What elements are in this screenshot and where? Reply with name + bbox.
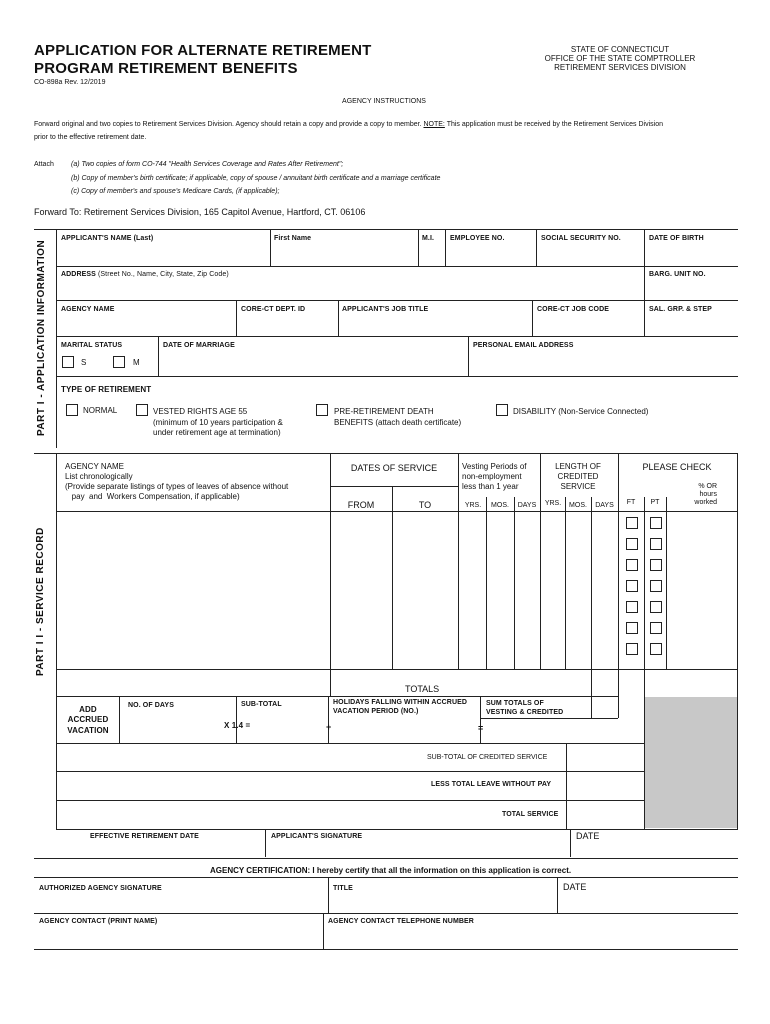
ft-checkbox[interactable] <box>626 559 638 571</box>
attach-item-c: (c) Copy of member's and spouse's Medicare Cards, (if applicable); <box>71 188 280 195</box>
normal-label: NORMAL <box>83 406 118 415</box>
certification-heading: AGENCY CERTIFICATION: I hereby certify that all the information on this application is correct. <box>210 866 572 875</box>
applicant-first-name-field[interactable] <box>271 244 417 265</box>
ssn-label: SOCIAL SECURITY NO. <box>541 235 621 242</box>
length-heading-line3: SERVICE <box>560 482 596 491</box>
equals-sign: = <box>478 723 484 733</box>
normal-checkbox[interactable] <box>66 404 78 416</box>
agency-contact-field[interactable] <box>35 928 322 948</box>
x-1-4-label: X 1.4 = <box>224 721 251 730</box>
job-title-label: APPLICANT'S JOB TITLE <box>342 306 429 313</box>
ft-checkbox[interactable] <box>626 538 638 550</box>
length-heading-line2: CREDITED <box>557 472 599 481</box>
less-total-field[interactable] <box>567 772 643 799</box>
length-heading-line1: LENGTH OF <box>555 462 601 471</box>
shaded-area <box>645 697 737 828</box>
dob-field[interactable] <box>645 244 737 265</box>
certification-title-label: TITLE <box>333 885 353 892</box>
attach-label: Attach <box>34 161 54 168</box>
ft-checkbox[interactable] <box>626 580 638 592</box>
vesting-mos-heading: MOS. <box>491 502 509 509</box>
holidays-label-line2: VACATION PERIOD (NO.) <box>333 708 419 715</box>
ft-checkbox[interactable] <box>626 622 638 634</box>
form-title-line2: PROGRAM RETIREMENT BENEFITS <box>34 60 298 77</box>
credited-mos-heading: MOS. <box>569 502 587 509</box>
married-checkbox[interactable] <box>113 356 125 368</box>
plus-sign: + <box>326 722 332 732</box>
sub-total-label: SUB-TOTAL <box>241 701 282 708</box>
job-code-label: CORE-CT JOB CODE <box>537 306 609 313</box>
ssn-field[interactable] <box>537 244 643 265</box>
service-to-entry-area[interactable] <box>393 512 457 668</box>
subtotal-credited-label: SUB-TOTAL OF CREDITED SERVICE <box>427 754 548 761</box>
pre-retirement-death-checkbox[interactable] <box>316 404 328 416</box>
email-label: PERSONAL EMAIL ADDRESS <box>473 342 574 349</box>
applicant-signature-label: APPLICANT'S SIGNATURE <box>271 833 363 840</box>
form-number: CO-898a Rev. 12/2019 <box>34 79 106 86</box>
pt-checkbox[interactable] <box>650 643 662 655</box>
first-name-label: First Name <box>274 235 312 242</box>
attach-item-a: (a) Two copies of form CO-744 "Health Services Coverage and Rates After Retirement"; <box>71 161 344 168</box>
core-dept-label: CORE-CT DEPT. ID <box>241 306 306 313</box>
single-label: S <box>81 358 87 367</box>
date-of-marriage-field[interactable] <box>159 351 467 375</box>
sum-totals-field[interactable] <box>481 719 617 742</box>
no-of-days-label: NO. OF DAYS <box>128 702 174 709</box>
marital-status-label: MARITAL STATUS <box>61 342 123 349</box>
dates-of-service-heading: DATES OF SERVICE <box>350 463 438 473</box>
core-dept-field[interactable] <box>237 315 337 335</box>
svc-agency-list-note: List chronologically <box>65 472 133 481</box>
vesting-days-heading: DAYS <box>517 502 537 509</box>
disability-checkbox[interactable] <box>496 404 508 416</box>
vested-note-line1: (minimum of 10 years participation & <box>153 418 283 427</box>
authorized-signature-field[interactable] <box>35 894 327 912</box>
ft-checkbox[interactable] <box>626 643 638 655</box>
add-accrued-line1: ADD <box>79 705 97 714</box>
barg-unit-field[interactable] <box>645 280 737 299</box>
applicant-signature-field[interactable] <box>266 842 569 857</box>
applicant-name-label: APPLICANT'S NAME (Last) <box>61 235 154 242</box>
pt-checkbox[interactable] <box>650 559 662 571</box>
pct-heading-line2: hours <box>699 491 717 498</box>
part1-side-label: PART I - APPLICATION INFORMATION <box>36 239 47 436</box>
pct-heading-line3: worked <box>694 499 717 506</box>
vesting-heading-line1: Vesting Periods of <box>462 462 527 471</box>
ft-checkbox[interactable] <box>626 601 638 613</box>
agency-line1: STATE OF CONNECTICUT <box>570 45 670 54</box>
agency-line3: RETIREMENT SERVICES DIVISION <box>554 63 686 72</box>
totals-label: TOTALS <box>405 684 440 694</box>
vested-checkbox[interactable] <box>136 404 148 416</box>
from-heading: FROM <box>347 500 375 510</box>
email-field[interactable] <box>469 351 737 375</box>
agency-contact-phone-label: AGENCY CONTACT TELEPHONE NUMBER <box>328 918 474 925</box>
mi-label: M.I. <box>422 235 435 242</box>
authorized-signature-label: AUTHORIZED AGENCY SIGNATURE <box>39 885 162 892</box>
date-of-marriage-label: DATE OF MARRIAGE <box>163 342 235 349</box>
holidays-field[interactable] <box>329 720 479 742</box>
add-accrued-line3: VACATION <box>67 726 109 735</box>
effective-date-label: EFFECTIVE RETIREMENT DATE <box>90 833 199 840</box>
type-of-retirement-heading: TYPE OF RETIREMENT <box>61 385 152 394</box>
total-service-field[interactable] <box>567 801 643 828</box>
disability-label: DISABILITY (Non-Service Connected) <box>513 407 649 416</box>
vested-note-line2: under retirement age at termination) <box>153 428 281 437</box>
agency-name-field[interactable] <box>57 315 235 335</box>
service-agency-entry-area[interactable] <box>57 512 329 668</box>
certification-date-label: DATE <box>563 882 587 892</box>
pt-heading: PT <box>650 499 660 506</box>
vested-label: VESTED RIGHTS AGE 55 <box>153 407 248 416</box>
part2-side-label: PART I I - SERVICE RECORD <box>35 527 46 676</box>
credited-yrs-heading: YRS. <box>544 500 562 507</box>
total-service-label: TOTAL SERVICE <box>502 811 559 818</box>
certification-date-field[interactable] <box>558 894 737 912</box>
instructions-heading: AGENCY INSTRUCTIONS <box>342 98 426 105</box>
agency-contact-phone-field[interactable] <box>324 928 737 948</box>
form-title-line1: APPLICATION FOR ALTERNATE RETIREMENT <box>34 42 372 59</box>
holidays-label-line1: HOLIDAYS FALLING WITHIN ACCRUED <box>333 699 468 706</box>
pre-retirement-label: PRE-RETIREMENT DEATH <box>334 407 434 416</box>
married-label: M <box>133 358 140 367</box>
instructions-paragraph-line2: prior to the effective retirement date. <box>34 134 147 141</box>
job-title-field[interactable] <box>339 315 531 335</box>
pt-checkbox[interactable] <box>650 517 662 529</box>
sum-totals-line1: SUM TOTALS OF <box>486 700 544 707</box>
barg-unit-label: BARG. UNIT NO. <box>649 271 706 278</box>
sal-grp-label: SAL. GRP. & STEP <box>649 306 712 313</box>
agency-contact-label: AGENCY CONTACT (PRINT NAME) <box>39 918 158 925</box>
ft-checkbox[interactable] <box>626 517 638 529</box>
address-label: ADDRESS (Street No., Name, City, State, Zip Code) <box>61 271 229 278</box>
pre-retirement-note: BENEFITS (attach death certificate) <box>334 418 462 427</box>
vesting-heading-line3: less than 1 year <box>462 482 519 491</box>
service-from-entry-area[interactable] <box>331 512 391 668</box>
address-field[interactable] <box>57 280 643 299</box>
mi-field[interactable] <box>419 244 444 265</box>
pt-checkbox[interactable] <box>650 622 662 634</box>
svc-agency-note-line1: (Provide separate listings of types of leaves of absence without <box>65 482 289 491</box>
note-label: NOTE: <box>423 121 445 128</box>
pct-heading-line1: % OR <box>698 483 717 490</box>
please-check-heading: PLEASE CHECK <box>642 462 712 472</box>
employee-no-field[interactable] <box>446 244 535 265</box>
applicant-date-field[interactable] <box>571 842 737 857</box>
instructions-paragraph: Forward original and two copies to Retirement Services Division. Agency should retain a copy and provide a copy to member. NOTE: This application must be received by the Retirement Services Division <box>34 121 664 128</box>
vesting-heading-line2: non-employment <box>462 472 522 481</box>
less-total-label: LESS TOTAL LEAVE WITHOUT PAY <box>431 781 552 788</box>
sum-totals-line2: VESTING & CREDITED <box>486 709 564 716</box>
agency-name-label: AGENCY NAME <box>61 306 115 313</box>
applicant-date-label: DATE <box>576 831 600 841</box>
pt-checkbox[interactable] <box>650 601 662 613</box>
to-heading: TO <box>418 500 432 510</box>
certification-title-field[interactable] <box>329 894 556 912</box>
employee-no-label: EMPLOYEE NO. <box>450 235 505 242</box>
svc-agency-name-heading: AGENCY NAME <box>65 462 124 471</box>
job-code-field[interactable] <box>533 315 643 335</box>
svc-agency-note-line2: pay and Workers Compensation, if applicable) <box>65 492 240 501</box>
subtotal-credited-field[interactable] <box>567 744 643 770</box>
ft-heading: FT <box>626 499 636 506</box>
effective-date-field[interactable] <box>57 842 264 857</box>
agency-line2: OFFICE OF THE STATE COMPTROLLER <box>544 54 696 63</box>
attach-item-b: (b) Copy of member's birth certificate; if applicable, copy of spouse / annuitant birth certificate and a marriage certificate <box>71 175 441 182</box>
subtotal-field[interactable] <box>237 712 327 742</box>
vesting-yrs-heading: YRS. <box>464 502 482 509</box>
single-checkbox[interactable] <box>62 356 74 368</box>
accrued-days-field[interactable] <box>120 712 235 742</box>
credited-days-heading: DAYS <box>595 502 614 509</box>
pt-checkbox[interactable] <box>650 580 662 592</box>
pt-checkbox[interactable] <box>650 538 662 550</box>
dob-label: DATE OF BIRTH <box>649 235 704 242</box>
applicant-last-name-field[interactable] <box>57 244 269 265</box>
add-accrued-line2: ACCRUED <box>67 715 109 724</box>
sal-grp-field[interactable] <box>645 315 737 335</box>
forward-to: Forward To: Retirement Services Division, 165 Capitol Avenue, Hartford, CT. 06106 <box>34 207 366 217</box>
